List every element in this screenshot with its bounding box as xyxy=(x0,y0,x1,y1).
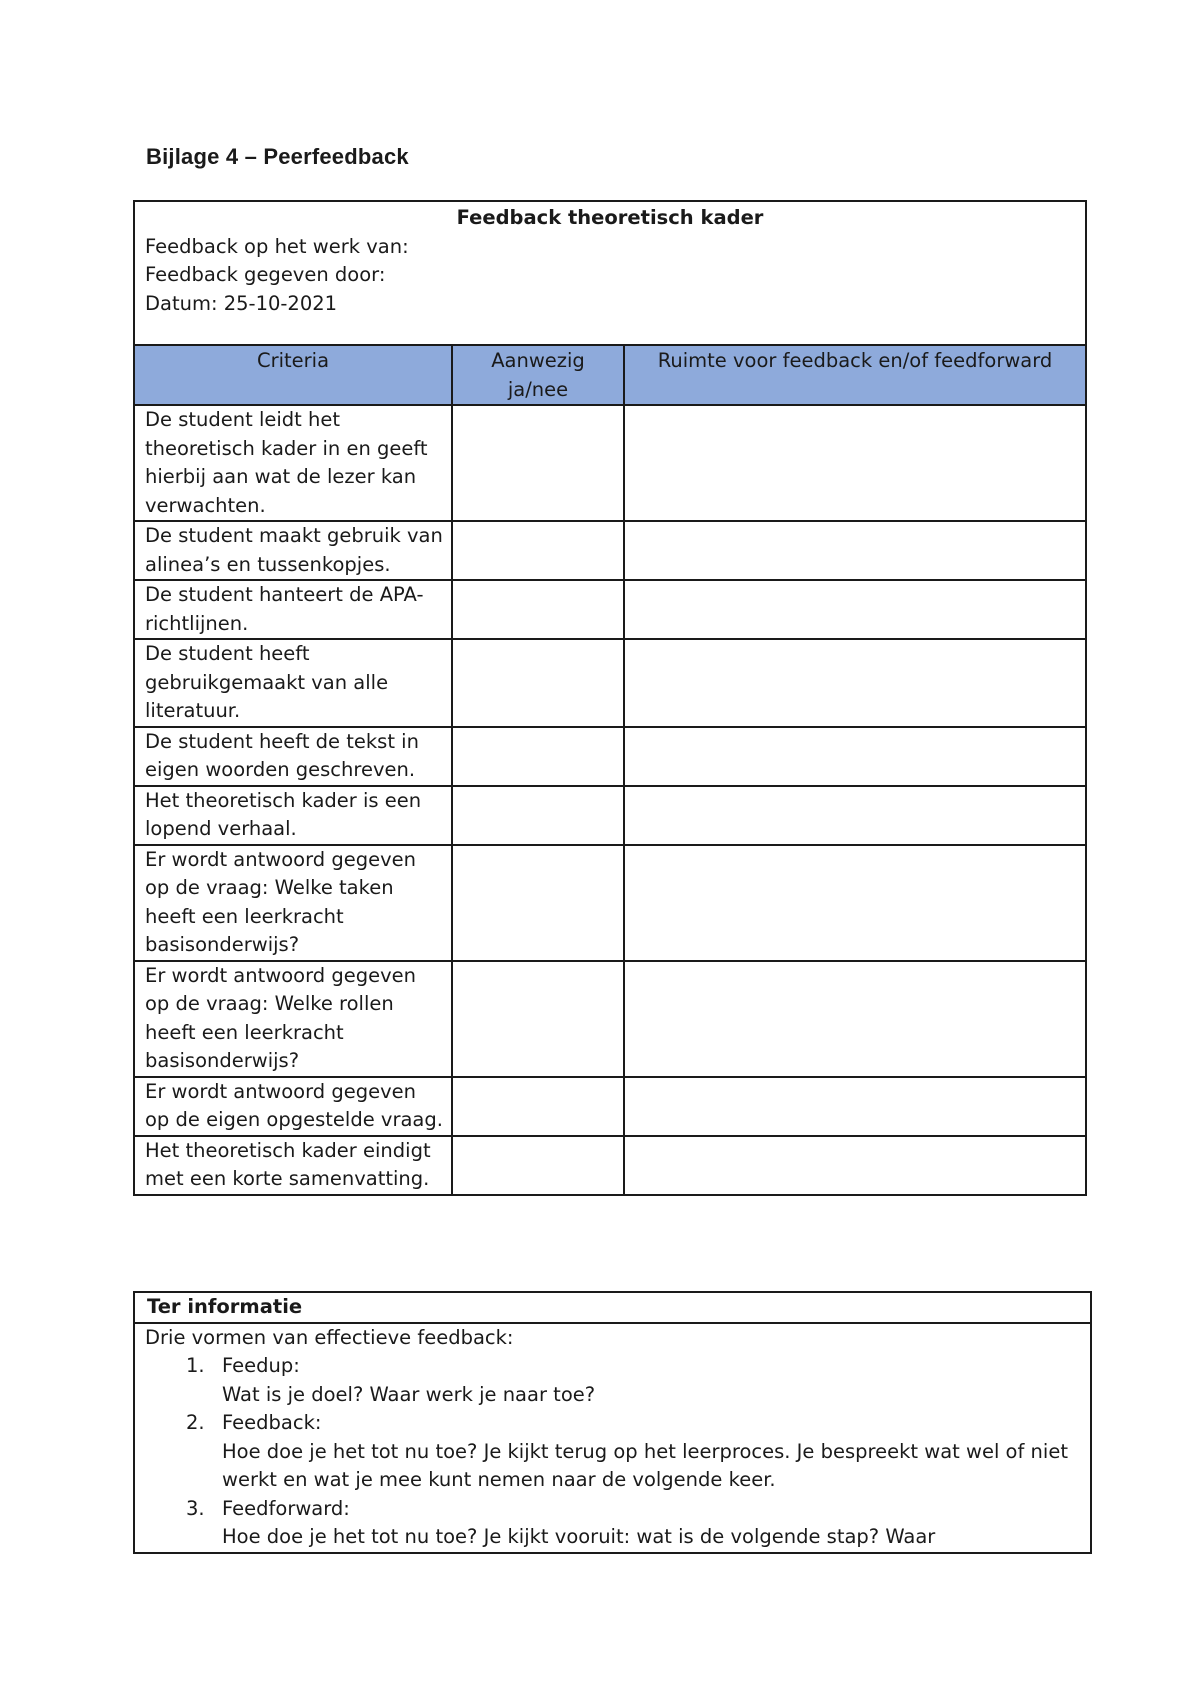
info-intro: Drie vormen van effectieve feedback: xyxy=(145,1325,514,1349)
column-header-feedback: Ruimte voor feedback en/of feedforward xyxy=(624,345,1086,405)
list-number: 1. xyxy=(186,1354,205,1377)
criteria-row xyxy=(134,786,1086,845)
feedback-info-row xyxy=(134,201,1086,345)
present-cell[interactable] xyxy=(452,1077,624,1136)
feedback-cell[interactable] xyxy=(624,580,1086,639)
column-header-row xyxy=(134,345,1086,405)
criteria-row xyxy=(134,405,1086,521)
criterion-cell: De student maakt gebruik van alinea’s en tussenkopjes. xyxy=(134,521,452,580)
given-by-label: Feedback gegeven door: xyxy=(145,263,386,286)
present-cell[interactable] xyxy=(452,845,624,961)
date-line: Datum: 25-10-2021 xyxy=(145,291,338,315)
info-body xyxy=(134,1323,1091,1553)
list-item xyxy=(145,1352,1080,1409)
info-heading: Ter informatie xyxy=(134,1292,1091,1323)
work-of-label: Feedback op het werk van: xyxy=(145,234,409,258)
criterion-cell: De student heeft de tekst in eigen woorden geschreven. xyxy=(134,727,452,786)
criteria-row xyxy=(134,961,1086,1077)
criterion-cell: De student hanteert de APA-richtlijnen. xyxy=(134,580,452,639)
list-item-text: Hoe doe je het tot nu toe? Je kijkt vooruit: wat is de volgende stap? Waar xyxy=(222,1525,936,1548)
column-header-present: Aanwezig ja/nee xyxy=(452,345,624,405)
list-item-title: Feedup: xyxy=(222,1354,300,1377)
feedback-cell[interactable] xyxy=(624,727,1086,786)
info-table xyxy=(133,1291,1092,1554)
list-item-title: Feedback: xyxy=(222,1411,322,1434)
criteria-row xyxy=(134,845,1086,961)
criteria-row xyxy=(134,580,1086,639)
feedback-cell[interactable] xyxy=(624,961,1086,1077)
criterion-cell: Het theoretisch kader is een lopend verhaal. xyxy=(134,786,452,845)
list-item-text: Hoe doe je het tot nu toe? Je kijkt terug op het leerproces. Je bespreekt wat wel of niet werkt en wat je mee kunt nemen naar de volgende keer. xyxy=(222,1439,1068,1491)
list-number: 2. xyxy=(186,1411,205,1434)
feedback-cell[interactable] xyxy=(624,405,1086,521)
present-cell[interactable] xyxy=(452,521,624,580)
criteria-row xyxy=(134,1136,1086,1195)
column-header-criteria: Criteria xyxy=(134,345,452,405)
feedback-cell[interactable] xyxy=(624,845,1086,961)
feedback-cell[interactable] xyxy=(624,1077,1086,1136)
info-body-row xyxy=(134,1323,1091,1553)
criterion-cell: Het theoretisch kader eindigt met een korte samenvatting. xyxy=(134,1136,452,1195)
feedback-cell[interactable] xyxy=(624,1136,1086,1195)
present-cell[interactable] xyxy=(452,961,624,1077)
list-item-text: Wat is je doel? Waar werk je naar toe? xyxy=(222,1382,596,1406)
present-cell[interactable] xyxy=(452,639,624,727)
page-title: Bijlage 4 – Peerfeedback xyxy=(146,144,409,169)
feedback-info-cell xyxy=(134,201,1086,345)
criterion-cell: De student leidt het theoretisch kader in en geeft hierbij aan wat de lezer kan verwachten. xyxy=(134,405,452,521)
info-header-row xyxy=(134,1292,1091,1323)
feedback-cell[interactable] xyxy=(624,786,1086,845)
present-cell[interactable] xyxy=(452,1136,624,1195)
feedback-forms-list xyxy=(145,1352,1080,1552)
list-item-title: Feedforward: xyxy=(222,1496,350,1520)
criteria-row xyxy=(134,727,1086,786)
present-cell[interactable] xyxy=(452,405,624,521)
criterion-cell: Er wordt antwoord gegeven op de eigen opgestelde vraag. xyxy=(134,1077,452,1136)
feedback-table xyxy=(133,200,1087,1196)
criteria-row xyxy=(134,1077,1086,1136)
present-cell[interactable] xyxy=(452,727,624,786)
criteria-row xyxy=(134,639,1086,727)
feedback-cell[interactable] xyxy=(624,639,1086,727)
feedback-cell[interactable] xyxy=(624,521,1086,580)
feedback-table-heading: Feedback theoretisch kader xyxy=(456,206,764,229)
criterion-cell: Er wordt antwoord gegeven op de vraag: Welke rollen heeft een leerkracht basisonderwijs? xyxy=(134,961,452,1077)
list-number: 3. xyxy=(186,1496,205,1520)
present-cell[interactable] xyxy=(452,580,624,639)
criterion-cell: Er wordt antwoord gegeven op de vraag: Welke taken heeft een leerkracht basisonderwijs? xyxy=(134,845,452,961)
list-item xyxy=(145,1409,1080,1495)
criteria-row xyxy=(134,521,1086,580)
criterion-cell: De student heeft gebruikgemaakt van alle literatuur. xyxy=(134,639,452,727)
present-cell[interactable] xyxy=(452,786,624,845)
list-item xyxy=(145,1495,1080,1552)
